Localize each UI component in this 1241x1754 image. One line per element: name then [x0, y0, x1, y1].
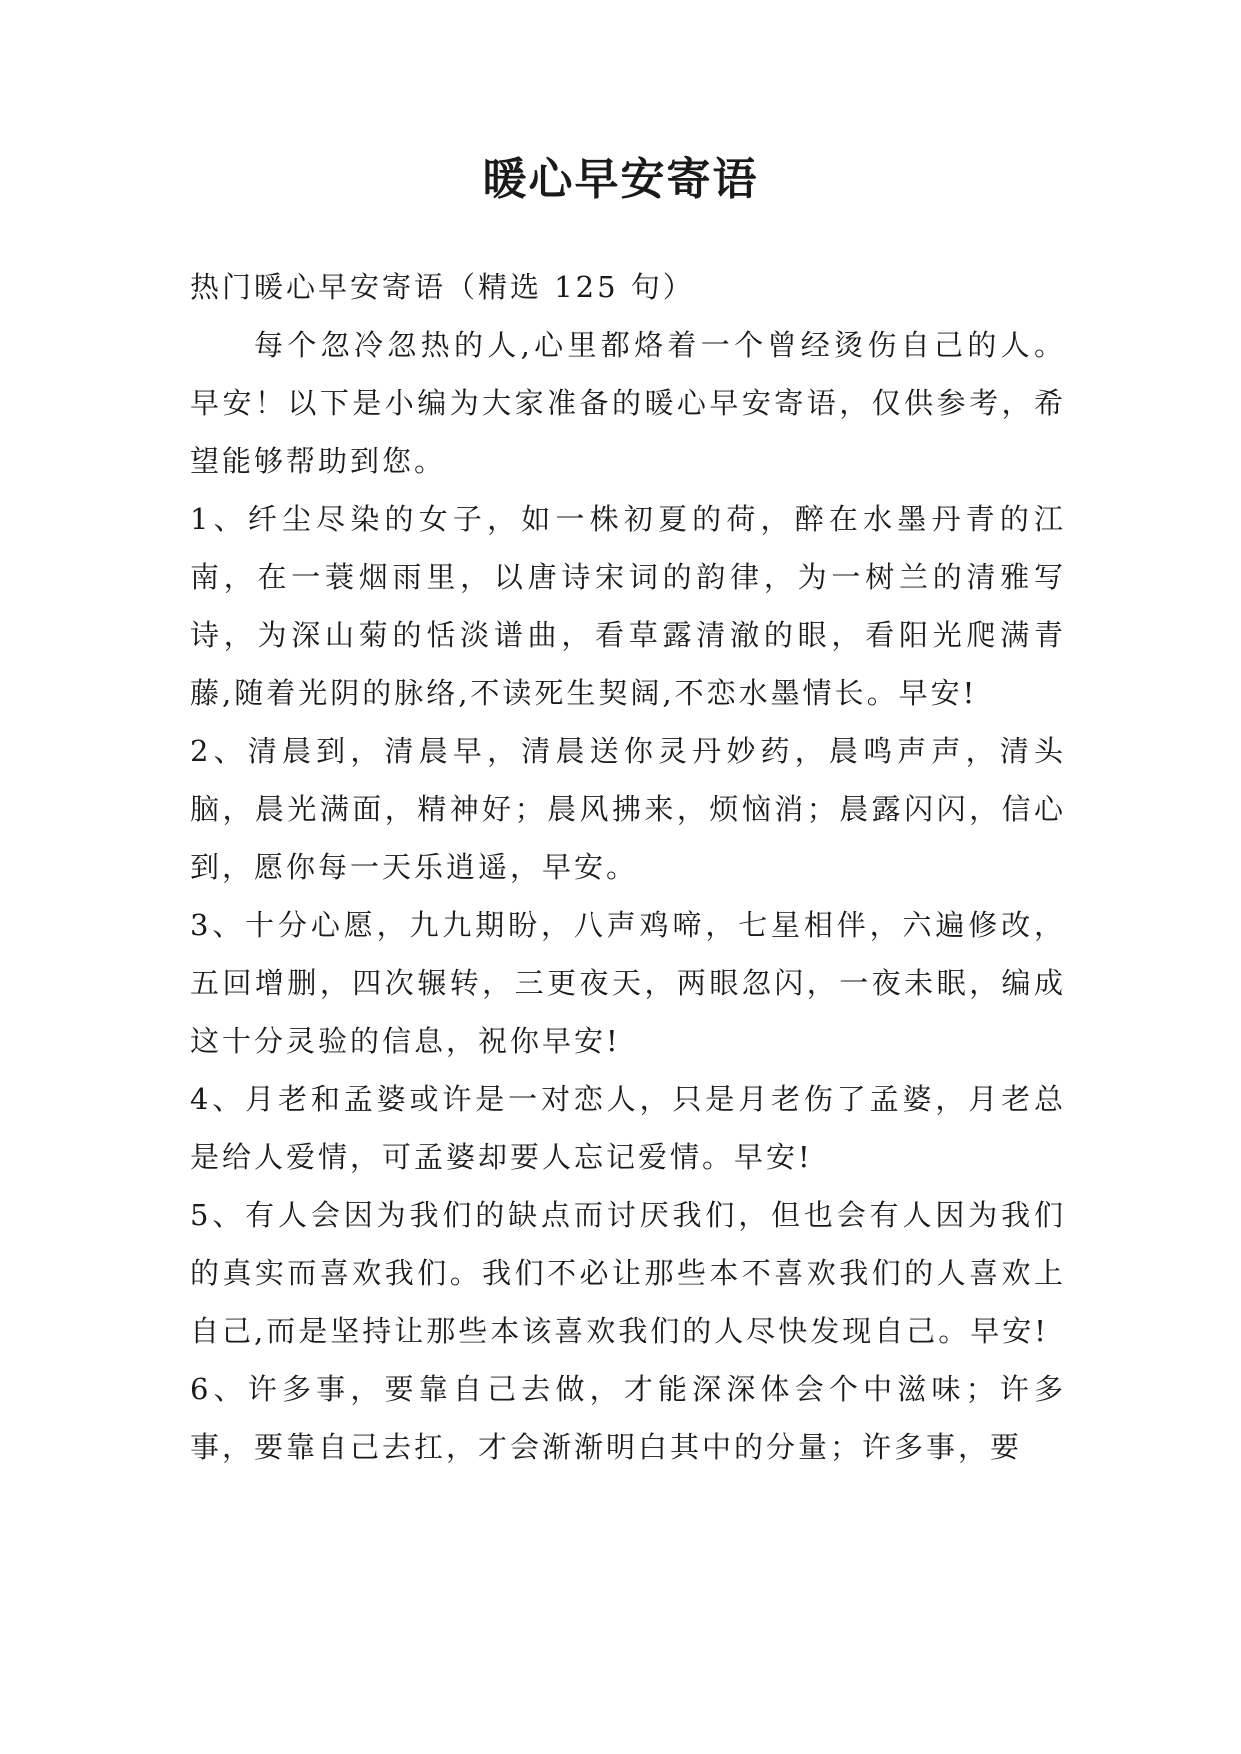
- paragraph-2: 2、清晨到，清晨早，清晨送你灵丹妙药，晨鸣声声，清头脑，晨光满面，精神好；晨风拂来，烦恼消；晨露闪闪，信心到，愿你每一天乐逍遥，早安。: [190, 734, 1066, 884]
- paragraph-5: 5、有人会因为我们的缺点而讨厌我们，但也会有人因为我们的真实而喜欢我们。我们不必让那些本不喜欢我们的人喜欢上自己,而是坚持让那些本该喜欢我们的人尽快发现自己。早安!: [190, 1198, 1066, 1348]
- document-body: [190, 258, 1066, 1476]
- paragraph-1: 1、纤尘尽染的女子，如一株初夏的荷，醉在水墨丹青的江南，在一蓑烟雨里，以唐诗宋词的韵律，为一树兰的清雅写诗，为深山菊的恬淡谱曲，看草露清澈的眼，看阳光爬满青藤,随着光阴的脉络,不读死生契阔,不恋水墨情长。早安!: [190, 502, 1066, 710]
- intro-paragraph: 每个忽冷忽热的人,心里都烙着一个曾经烫伤自己的人。早安！以下是小编为大家准备的暖心早安寄语，仅供参考，希望能够帮助到您。: [190, 328, 1066, 478]
- paragraph-6: 6、许多事，要靠自己去做，才能深深体会个中滋味；许多事，要靠自己去扛，才会渐渐明白其中的分量；许多事，要: [190, 1372, 1066, 1464]
- paragraph-4: 4、月老和孟婆或许是一对恋人，只是月老伤了孟婆，月老总是给人爱情，可孟婆却要人忘记爱情。早安!: [190, 1082, 1066, 1174]
- paragraph-3: 3、十分心愿，九九期盼，八声鸡啼，七星相伴，六遍修改，五回增删，四次辗转，三更夜天，两眼忽闪，一夜未眠，编成这十分灵验的信息，祝你早安!: [190, 908, 1066, 1058]
- document-subtitle: 热门暖心早安寄语（精选 125 句）: [190, 270, 695, 304]
- document-title: 暖心早安寄语: [482, 154, 759, 205]
